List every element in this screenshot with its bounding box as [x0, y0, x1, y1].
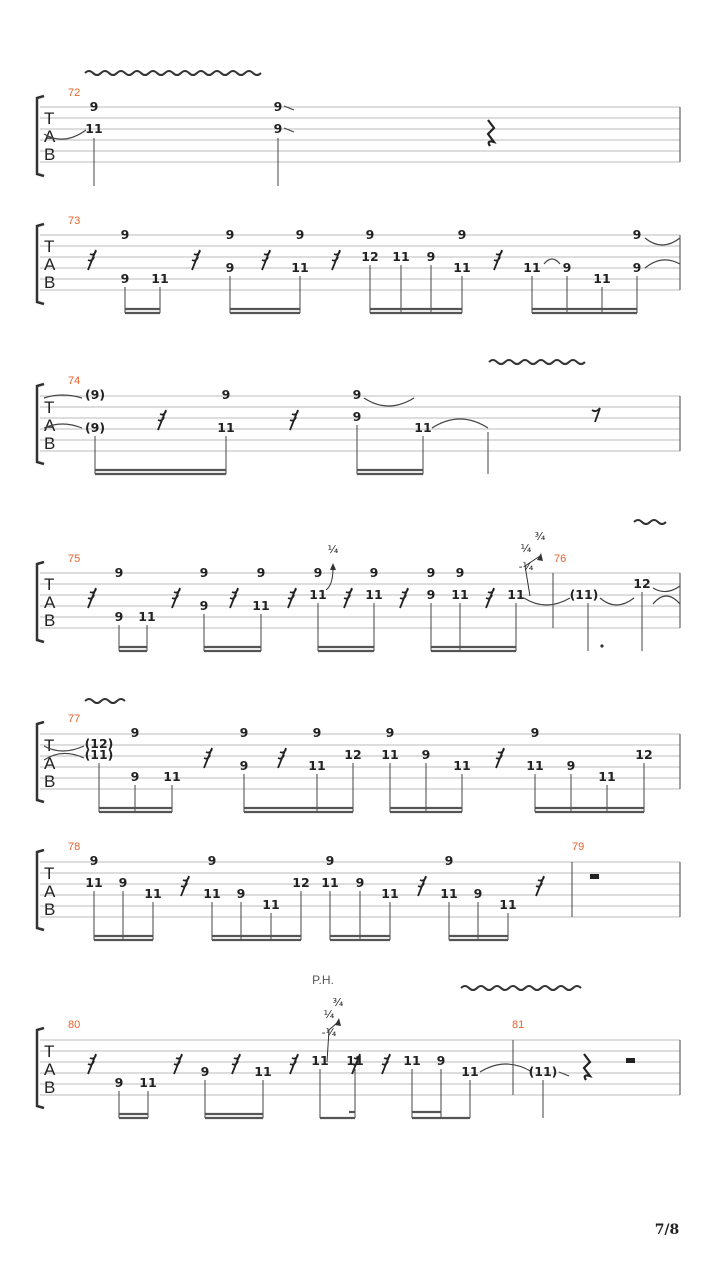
- notation-mark: [192, 250, 200, 270]
- notation-mark: [335, 1018, 341, 1026]
- tab-letter-b: B: [44, 1078, 56, 1097]
- fret-note: 12: [344, 747, 362, 762]
- fret-note: 11: [346, 1053, 364, 1068]
- notation-mark: [262, 250, 270, 270]
- fret-note: 9: [207, 853, 217, 868]
- notation-mark: [232, 1054, 240, 1074]
- fret-note: 11: [440, 886, 458, 901]
- fret-note: 9: [118, 875, 128, 890]
- fret-note: 11: [507, 587, 525, 602]
- fret-note: 9: [239, 725, 249, 740]
- tab-letter-a: A: [44, 1060, 56, 1079]
- fret-note: 9: [632, 260, 642, 275]
- fret-note: 11: [291, 260, 309, 275]
- tie-slur: [653, 596, 680, 604]
- sixteenth-rest-icon: [288, 588, 296, 608]
- sixteenth-rest-icon: [344, 588, 352, 608]
- notation-mark: [592, 408, 600, 422]
- measure-number: 78: [68, 841, 81, 853]
- fret-note: 9: [120, 227, 130, 242]
- tie-slur: [432, 419, 488, 428]
- tab-letter-a: A: [44, 754, 56, 773]
- fret-note: 9: [369, 565, 379, 580]
- notation-group: [40, 235, 680, 290]
- fret-note: 9: [352, 409, 362, 424]
- fret-note: 9: [312, 725, 322, 740]
- vibrato-mark: [85, 699, 125, 703]
- fret-note: 11: [392, 249, 410, 264]
- notation-mark: [330, 563, 336, 570]
- notation-mark: [494, 250, 502, 270]
- fret-note: 11: [381, 886, 399, 901]
- fret-note: 9: [426, 565, 436, 580]
- tab-letter-b: B: [44, 434, 56, 453]
- bend-label: ¼: [327, 543, 339, 556]
- notation-mark: [486, 588, 494, 608]
- whole-rest-icon: [590, 874, 599, 879]
- bend-label: -¼: [321, 1026, 337, 1039]
- tie-slur: [544, 259, 560, 264]
- fret-note: 11: [252, 598, 270, 613]
- notation-mark: [332, 250, 340, 270]
- notation-mark: [204, 748, 212, 768]
- fret-note: 11: [85, 875, 103, 890]
- fret-note: 9: [273, 99, 283, 114]
- tab-letter-a: A: [44, 882, 56, 901]
- tie-slur: [364, 398, 414, 406]
- measure-number: 79: [572, 841, 585, 853]
- fret-note: 11: [262, 897, 280, 912]
- notation-mark: [290, 410, 298, 430]
- sixteenth-rest-icon: [232, 1054, 240, 1074]
- fret-note: 11: [499, 897, 517, 912]
- fret-note: 11: [321, 875, 339, 890]
- tab-letter-t: T: [44, 237, 55, 256]
- tab-letter-b: B: [44, 145, 56, 164]
- fret-note: (9): [84, 387, 106, 402]
- fret-note: 11: [144, 886, 162, 901]
- fret-note: 9: [457, 227, 467, 242]
- notation-mark: [88, 588, 96, 608]
- notation-mark: [496, 748, 504, 768]
- fret-note: 11: [203, 886, 221, 901]
- notation-mark: [288, 588, 296, 608]
- vibrato-mark: [461, 986, 581, 990]
- bend-label: ¼: [520, 542, 532, 555]
- notation-mark: [88, 250, 96, 270]
- tie-slur: [524, 598, 570, 605]
- notation-mark: [400, 588, 408, 608]
- fret-note: 12: [633, 576, 651, 591]
- fret-note: 9: [562, 260, 572, 275]
- fret-note: 11: [381, 747, 399, 762]
- tab-letter-t: T: [44, 864, 55, 883]
- tab-letter-b: B: [44, 611, 56, 630]
- fret-note: 9: [120, 271, 130, 286]
- bend-label: ¾: [534, 530, 546, 543]
- fret-note: 11: [311, 1053, 329, 1068]
- fret-note: 11: [403, 1053, 421, 1068]
- sixteenth-rest-icon: [332, 250, 340, 270]
- measure-number: 74: [68, 375, 81, 387]
- sixteenth-rest-icon: [290, 1054, 298, 1074]
- system-2: [37, 215, 680, 313]
- tab-letter-t: T: [44, 575, 55, 594]
- notation-mark: [382, 1054, 390, 1074]
- fret-note: 9: [473, 886, 483, 901]
- fret-note: 11: [163, 769, 181, 784]
- fret-note: 9: [239, 758, 249, 773]
- fret-note: 9: [256, 565, 266, 580]
- sixteenth-rest-icon: [181, 876, 189, 896]
- eighth-rest-icon: [592, 408, 600, 422]
- fret-note: 9: [130, 769, 140, 784]
- fret-note: (11): [528, 1064, 558, 1079]
- fret-note: 11: [593, 271, 611, 286]
- fret-note: 11: [523, 260, 541, 275]
- system-5: [37, 699, 680, 812]
- tie-slur: [645, 260, 680, 268]
- notation-mark: [536, 876, 544, 896]
- fret-note: 9: [199, 598, 209, 613]
- fret-note: (12): [84, 736, 114, 751]
- fret-note: (9): [84, 420, 106, 435]
- sixteenth-rest-icon: [192, 250, 200, 270]
- quarter-rest-icon: [488, 120, 494, 146]
- staff-lines: [40, 107, 680, 162]
- system-4: [37, 520, 680, 651]
- fret-note: (11): [84, 747, 114, 762]
- fret-note: 11: [598, 769, 616, 784]
- fret-note: 9: [236, 886, 246, 901]
- sixteenth-rest-icon: [494, 250, 502, 270]
- fret-note: 9: [566, 758, 576, 773]
- fret-note: 11: [217, 420, 235, 435]
- notation-mark: [344, 588, 352, 608]
- fret-note: 9: [530, 725, 540, 740]
- quarter-rest-icon: [584, 1054, 590, 1080]
- fret-note: 11: [254, 1064, 272, 1079]
- fret-note: 11: [151, 271, 169, 286]
- fret-note: 12: [292, 875, 310, 890]
- fret-note: 11: [461, 1064, 479, 1079]
- fret-note: (11): [569, 587, 599, 602]
- measure-number: 77: [68, 713, 81, 725]
- fret-note: 11: [138, 609, 156, 624]
- system-7: [37, 973, 680, 1118]
- fret-note: 9: [444, 853, 454, 868]
- fret-note: 9: [114, 609, 124, 624]
- measure-number: 80: [68, 1019, 81, 1031]
- sixteenth-rest-icon: [88, 1054, 96, 1074]
- tab-letter-a: A: [44, 127, 56, 146]
- notation-mark: [88, 1054, 96, 1074]
- system-bracket: [37, 96, 44, 176]
- fret-note: 12: [635, 747, 653, 762]
- tab-letter-a: A: [44, 255, 56, 274]
- measure-number: 73: [68, 215, 81, 227]
- fret-note: 9: [114, 565, 124, 580]
- fret-note: 9: [273, 121, 283, 136]
- notation-mark: [600, 644, 603, 647]
- fret-note: 9: [225, 227, 235, 242]
- fret-note: 9: [426, 249, 436, 264]
- tab-letter-t: T: [44, 109, 55, 128]
- tie-slur: [600, 598, 634, 605]
- measure-number: 72: [68, 87, 81, 99]
- sixteenth-rest-icon: [172, 588, 180, 608]
- sixteenth-rest-icon: [290, 410, 298, 430]
- sixteenth-rest-icon: [382, 1054, 390, 1074]
- bend-label: ¾: [332, 996, 344, 1009]
- fret-note: 9: [295, 227, 305, 242]
- fret-note: 9: [365, 227, 375, 242]
- vibrato-mark: [634, 520, 666, 524]
- sixteenth-rest-icon: [230, 588, 238, 608]
- tab-letter-b: B: [44, 772, 56, 791]
- sixteenth-rest-icon: [418, 876, 426, 896]
- bend-label: -¼: [518, 560, 534, 573]
- fret-note: 9: [325, 853, 335, 868]
- system-bracket: [37, 224, 44, 304]
- fret-note: 9: [89, 853, 99, 868]
- fret-note: 9: [355, 875, 365, 890]
- sixteenth-rest-icon: [88, 250, 96, 270]
- fret-note: 9: [313, 565, 323, 580]
- tie-slur: [645, 238, 680, 245]
- palm-mute-label: P.H.: [312, 973, 334, 987]
- bend-arrow-icon: [326, 568, 333, 590]
- sixteenth-rest-icon: [158, 410, 166, 430]
- tab-letter-a: A: [44, 416, 56, 435]
- fret-note: 9: [114, 1075, 124, 1090]
- half-rest-icon: [626, 1058, 635, 1063]
- tab-letter-t: T: [44, 736, 55, 755]
- tab-letter-b: B: [44, 900, 56, 919]
- system-1: [37, 71, 680, 186]
- fret-note: 12: [361, 249, 379, 264]
- sixteenth-rest-icon: [486, 588, 494, 608]
- notation-mark: [290, 1054, 298, 1074]
- sixteenth-rest-icon: [496, 748, 504, 768]
- tie-slur: [653, 586, 680, 592]
- fret-note: 11: [453, 260, 471, 275]
- fret-note: 9: [130, 725, 140, 740]
- fret-note: 9: [225, 260, 235, 275]
- fret-note: 9: [436, 1053, 446, 1068]
- fret-note: 11: [309, 587, 327, 602]
- sixteenth-rest-icon: [204, 748, 212, 768]
- fret-note: 9: [385, 725, 395, 740]
- fret-note: 9: [421, 747, 431, 762]
- fret-note: 11: [526, 758, 544, 773]
- tab-letter-t: T: [44, 398, 55, 417]
- notation-mark: [278, 748, 286, 768]
- vibrato-mark: [489, 360, 585, 364]
- notation-mark: [174, 1054, 182, 1074]
- system-6: [37, 841, 680, 940]
- notation-mark: [158, 410, 166, 430]
- fret-note: 9: [200, 1064, 210, 1079]
- notation-mark: [172, 588, 180, 608]
- page-number: 7/8: [654, 1222, 680, 1238]
- system-bracket: [37, 562, 44, 642]
- fret-note: 9: [632, 227, 642, 242]
- vibrato-mark: [85, 71, 261, 75]
- fret-note: 11: [85, 121, 103, 136]
- fret-note: 11: [451, 587, 469, 602]
- bend-label: ¼: [323, 1008, 335, 1021]
- notation-mark: [181, 876, 189, 896]
- notation-mark: [418, 876, 426, 896]
- sixteenth-rest-icon: [174, 1054, 182, 1074]
- system-3: [37, 360, 680, 474]
- fret-note: 9: [352, 387, 362, 402]
- sixteenth-rest-icon: [278, 748, 286, 768]
- tab-letter-b: B: [44, 273, 56, 292]
- fret-note: 9: [199, 565, 209, 580]
- fret-note: 11: [139, 1075, 157, 1090]
- fret-note: 9: [455, 565, 465, 580]
- sixteenth-rest-icon: [400, 588, 408, 608]
- tab-letter-a: A: [44, 593, 56, 612]
- fret-note: 9: [221, 387, 231, 402]
- fret-note: 9: [89, 99, 99, 114]
- measure-number: 76: [554, 553, 567, 565]
- fret-note: 11: [414, 420, 432, 435]
- sixteenth-rest-icon: [536, 876, 544, 896]
- measure-number: 81: [512, 1019, 525, 1031]
- tab-letter-t: T: [44, 1042, 55, 1061]
- notation-mark: [230, 588, 238, 608]
- sixteenth-rest-icon: [262, 250, 270, 270]
- fret-note: 11: [308, 758, 326, 773]
- measure-number: 75: [68, 553, 81, 565]
- fret-note: 9: [426, 587, 436, 602]
- fret-note: 11: [365, 587, 383, 602]
- sixteenth-rest-icon: [88, 588, 96, 608]
- tie-slur: [480, 1064, 532, 1072]
- fret-note: 11: [453, 758, 471, 773]
